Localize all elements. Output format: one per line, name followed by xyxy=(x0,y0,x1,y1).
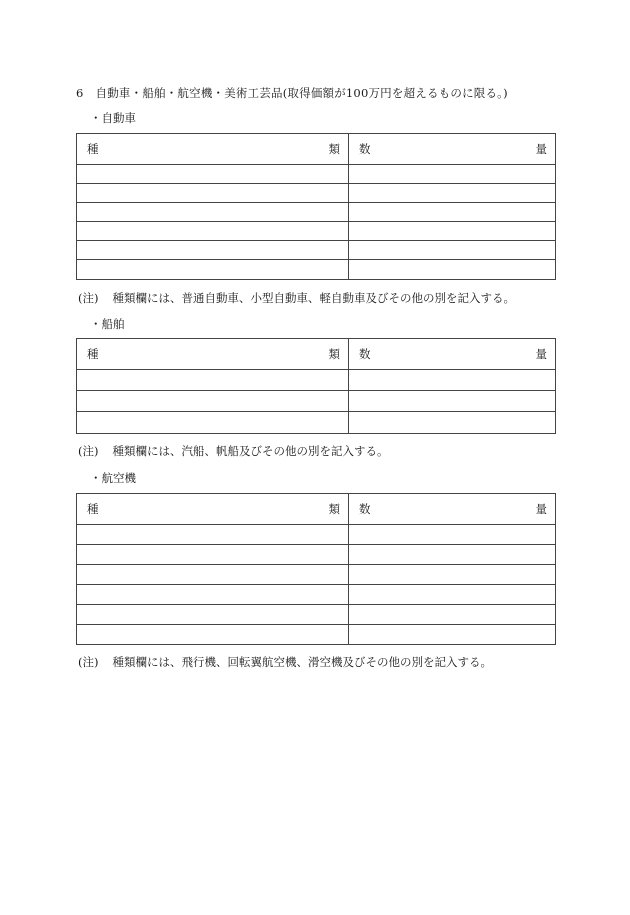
type-cell[interactable] xyxy=(77,184,349,203)
header-cell-quantity: 数 量 xyxy=(349,339,556,370)
note-automobile xyxy=(78,290,515,306)
table-row xyxy=(77,222,556,241)
note-ship xyxy=(78,443,388,459)
type-cell[interactable] xyxy=(77,525,349,545)
quantity-cell[interactable] xyxy=(349,370,556,391)
table-row xyxy=(77,625,556,645)
type-cell[interactable] xyxy=(77,625,349,645)
quantity-cell[interactable] xyxy=(349,391,556,412)
type-cell[interactable] xyxy=(77,391,349,412)
table-row xyxy=(77,391,556,412)
section-heading xyxy=(76,85,508,101)
header-cell-quantity: 数 量 xyxy=(349,494,556,525)
header-cell-quantity: 数 量 xyxy=(349,134,556,165)
note-text: 種類欄には、普通自動車、小型自動車、軽自動車及びその他の別を記入する。 xyxy=(112,291,515,305)
quantity-cell[interactable] xyxy=(349,412,556,434)
note-tag: (注) xyxy=(78,291,99,305)
subtitle-automobile: ・自動車 xyxy=(90,111,136,125)
quantity-cell[interactable] xyxy=(349,585,556,605)
quantity-cell[interactable] xyxy=(349,525,556,545)
type-cell[interactable] xyxy=(77,203,349,222)
table-row xyxy=(77,605,556,625)
type-cell[interactable] xyxy=(77,412,349,434)
quantity-cell[interactable] xyxy=(349,184,556,203)
table-ship xyxy=(76,338,556,434)
table-header-row xyxy=(77,494,556,525)
table-header-row xyxy=(77,339,556,370)
note-tag: (注) xyxy=(78,444,99,458)
note-text: 種類欄には、飛行機、回転翼航空機、滑空機及びその他の別を記入する。 xyxy=(112,655,492,669)
type-cell[interactable] xyxy=(77,241,349,260)
type-cell[interactable] xyxy=(77,260,349,280)
type-cell[interactable] xyxy=(77,605,349,625)
quantity-cell[interactable] xyxy=(349,545,556,565)
table-row xyxy=(77,370,556,391)
section-number: 6 xyxy=(76,86,84,100)
table-row xyxy=(77,565,556,585)
table-row xyxy=(77,585,556,605)
quantity-cell[interactable] xyxy=(349,222,556,241)
table-row xyxy=(77,203,556,222)
table-row xyxy=(77,241,556,260)
quantity-cell[interactable] xyxy=(349,241,556,260)
header-cell-type: 種 類 xyxy=(77,134,349,165)
table-aircraft xyxy=(76,493,556,645)
quantity-cell[interactable] xyxy=(349,260,556,280)
note-tag: (注) xyxy=(78,655,99,669)
quantity-cell[interactable] xyxy=(349,605,556,625)
table-row xyxy=(77,260,556,280)
quantity-cell[interactable] xyxy=(349,625,556,645)
table-row xyxy=(77,165,556,184)
quantity-cell[interactable] xyxy=(349,165,556,184)
note-text: 種類欄には、汽船、帆船及びその他の別を記入する。 xyxy=(112,444,389,458)
table-row xyxy=(77,525,556,545)
table-automobile xyxy=(76,133,556,280)
type-cell[interactable] xyxy=(77,585,349,605)
type-cell[interactable] xyxy=(77,565,349,585)
subtitle-aircraft: ・航空機 xyxy=(90,471,136,485)
type-cell[interactable] xyxy=(77,165,349,184)
note-aircraft xyxy=(78,654,492,670)
header-cell-type: 種 類 xyxy=(77,339,349,370)
quantity-cell[interactable] xyxy=(349,203,556,222)
type-cell[interactable] xyxy=(77,370,349,391)
table-header-row xyxy=(77,134,556,165)
quantity-cell[interactable] xyxy=(349,565,556,585)
table-row xyxy=(77,545,556,565)
table-row xyxy=(77,184,556,203)
subtitle-ship: ・船舶 xyxy=(90,317,125,331)
type-cell[interactable] xyxy=(77,545,349,565)
section-title: 自動車・船舶・航空機・美術工芸品(取得価額が100万円を超えるものに限る。) xyxy=(95,86,508,100)
header-cell-type: 種 類 xyxy=(77,494,349,525)
table-row xyxy=(77,412,556,434)
type-cell[interactable] xyxy=(77,222,349,241)
